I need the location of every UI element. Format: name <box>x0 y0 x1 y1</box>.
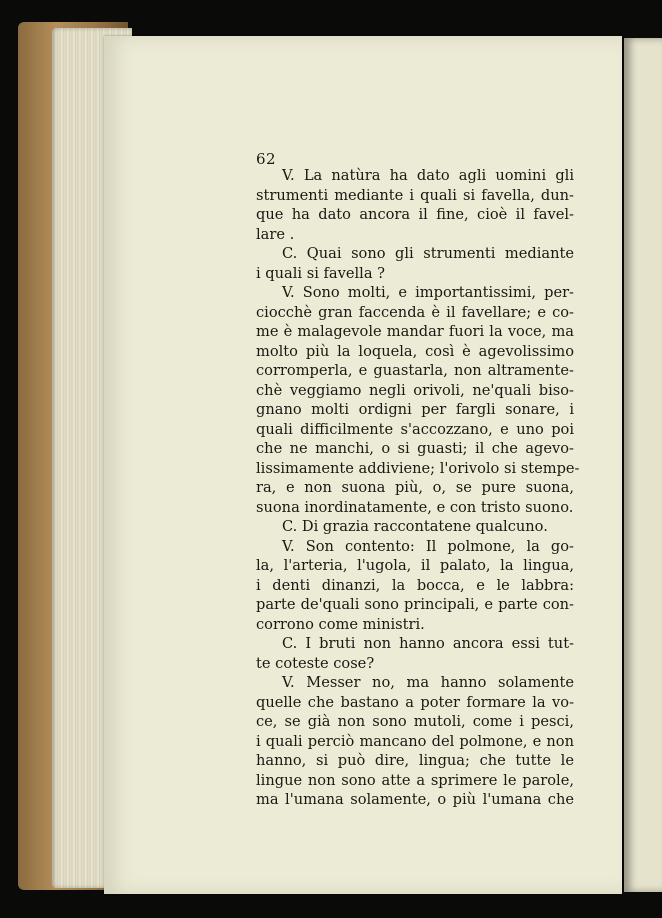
text-line: i denti dinanzi, la bocca, e le labbra: <box>256 576 574 594</box>
text-line: la, l'arteria, l'ugola, il palato, la lingua, <box>256 557 574 574</box>
text-line: corromperla, e guastarla, non altramente- <box>256 362 574 379</box>
text-line: C. Quai sono gli strumenti mediante <box>282 245 574 262</box>
text-line: V. Sono molti, e importantissimi, per- <box>282 284 574 301</box>
text-line: chè veggiamo negli orivoli, ne'quali biso- <box>256 381 574 399</box>
text-line: ma l'umana solamente, o più l'umana che <box>256 791 574 808</box>
text-line: que ha dato ancora il fine, cioè il favel- <box>256 206 574 223</box>
text-line: V. Son contento: Il polmone, la go- <box>282 537 574 555</box>
text-line: hanno, si può dire, lingua; che tutte le <box>256 752 574 769</box>
text-line: lare . <box>256 225 295 243</box>
text-line: quelle che bastano a poter formare la vo- <box>256 693 574 711</box>
text-line: me è malagevole mandar fuori la voce, ma <box>256 323 574 340</box>
text-line: V. Messer no, ma hanno solamente <box>282 674 574 691</box>
body-text <box>256 166 580 810</box>
text-line: lissimamente addiviene; l'orivolo si stempe- <box>256 459 580 477</box>
text-line: parte de'quali sono principali, e parte con- <box>256 596 574 613</box>
text-line: te coteste cose? <box>256 654 375 672</box>
text-line: ce, se già non sono mutoli, come i pesci, <box>256 713 574 730</box>
text-line: V. La natùra ha dato agli uomini gli <box>282 167 574 184</box>
facing-page-edge <box>624 38 662 892</box>
text-line: C. I bruti non hanno ancora essi tut- <box>282 635 574 652</box>
text-line: che ne manchi, o si guasti; il che agevo- <box>256 440 574 457</box>
text-line: lingue non sono atte a sprimere le parole, <box>256 771 574 789</box>
text-line: quali difficilmente s'accozzano, e uno poi <box>256 420 574 438</box>
text-line: molto più la loquela, così è agevolissimo <box>256 342 574 360</box>
text-line: gnano molti ordigni per fargli sonare, i <box>256 401 574 418</box>
page-number: 62 <box>256 150 277 168</box>
text-line: i quali si favella ? <box>256 264 385 282</box>
text-line: i quali perciò mancano del polmone, e non <box>256 732 574 750</box>
text-line: ciocchè gran faccenda è il favellare; e co- <box>256 303 574 321</box>
text-line: suona inordinatamente, e con tristo suono. <box>256 498 574 516</box>
text-line: C. Di grazia raccontatene qualcuno. <box>282 518 548 535</box>
text-line: strumenti mediante i quali si favella, dun- <box>256 186 574 204</box>
text-line: ra, e non suona più, o, se pure suona, <box>256 479 574 496</box>
text-line: corrono come ministri. <box>256 615 425 633</box>
